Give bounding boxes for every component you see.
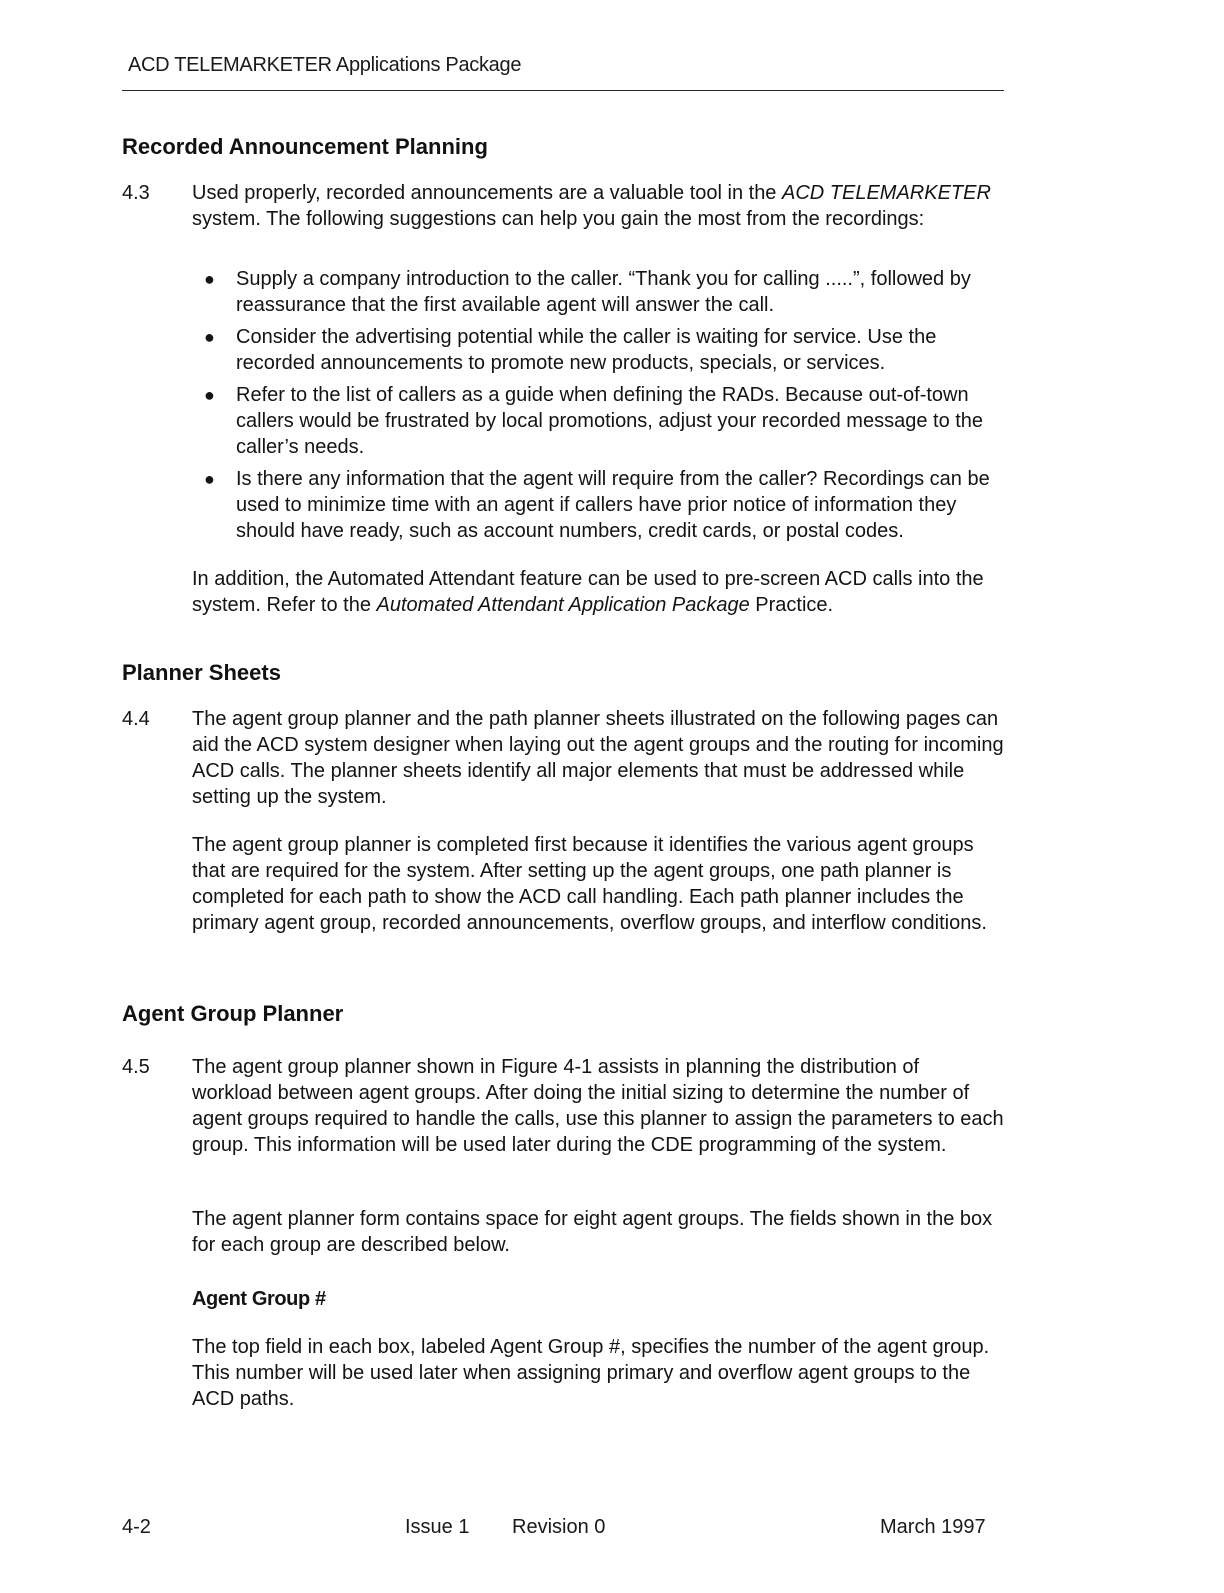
paragraph-4-5-part-2: The agent planner form contains space for eight agent groups. The fields shown in the box for each group are described below. [192,1208,993,1256]
footer-page-number: 4-2 [122,1516,151,1538]
paragraph-number-4-5: 4.5 [122,1056,150,1078]
section-heading-agent-group-planner: Agent Group Planner [122,1001,344,1026]
footer-date: March 1997 [880,1516,986,1538]
paragraph-4-3-intro: Used properly, recorded announcements are a valuable tool in the ACD TELEMARKETER system. The following suggestions can help you gain the most from the recordings: [192,182,991,230]
paragraph-number-4-4: 4.4 [122,708,150,730]
section-heading-planner-sheets: Planner Sheets [122,660,281,685]
list-item: ● Consider the advertising potential while the caller is waiting for service. Use the recorded announcements to promote new products, specials, or services. [204,326,937,374]
paragraph-4-3-closing: In addition, the Automated Attendant feature can be used to pre-screen ACD calls into the system. Refer to the Automated Attendant Application Package Practice. [192,568,984,616]
list-item: ● Is there any information that the agent will require from the caller? Recordings can be used to minimize time with an agent if callers have prior notice of information they should have ready, such as account numbers, credit cards, or postal codes. [204,468,990,542]
list-item: ● Supply a company introduction to the caller. “Thank you for calling .....”, followed by reassurance that the first available agent will answer the call. [204,268,971,316]
bullet-icon: ● [204,269,215,289]
paragraph-4-4-part-2: The agent group planner is completed first because it identifies the various agent groups that are required for the system. After setting up the agent groups, one path planner is completed for each path to show the ACD call handling. Each path planner includes the primary agent group, recorded announcements, overflow groups, and interflow conditions. [192,834,987,934]
footer-revision: Revision 0 [512,1516,606,1538]
paragraph-agent-group-number: The top field in each box, labeled Agent Group #, specifies the number of the agent group. This number will be used later when assigning primary and overflow agent groups to the ACD paths. [192,1336,990,1410]
running-header: ACD TELEMARKETER Applications Package [128,54,522,76]
paragraph-4-4-part-1: The agent group planner and the path planner sheets illustrated on the following pages can aid the ACD system designer when laying out the agent groups and the routing for incoming ACD calls. The planner sheets identify all major elements that must be addressed while setting up the system. [192,708,1004,808]
paragraph-number-4-3: 4.3 [122,182,150,204]
footer-issue: Issue 1 [405,1516,470,1538]
subheading-agent-group-number: Agent Group # [192,1288,326,1310]
header-rule [122,90,1004,91]
bullet-icon: ● [204,327,215,347]
section-heading-recorded-announcement: Recorded Announcement Planning [122,134,488,159]
bullet-icon: ● [204,469,215,489]
suggestion-list [200,266,1004,544]
list-item: ● Refer to the list of callers as a guide when defining the RADs. Because out-of-town callers would be frustrated by local promotions, adjust your recorded message to the caller’s needs. [204,384,984,458]
bullet-icon: ● [204,385,215,405]
paragraph-4-5-part-1: The agent group planner shown in Figure 4-1 assists in planning the distribution of workload between agent groups. After doing the initial sizing to determine the number of agent groups required to handle the calls, use this planner to assign the parameters to each group. This information will be used later during the CDE programming of the system. [192,1056,1004,1156]
